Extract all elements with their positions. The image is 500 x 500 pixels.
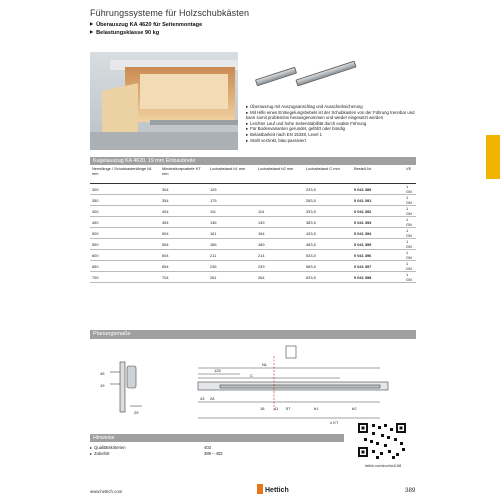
dim-label-b1: 18 bbox=[260, 406, 265, 411]
table-cell: 125 bbox=[208, 184, 256, 195]
table-cell: 1 GN bbox=[404, 184, 416, 195]
table-cell: 504 bbox=[160, 228, 208, 239]
top-view bbox=[198, 346, 388, 425]
table-cell: 533,5 bbox=[304, 250, 352, 261]
dim-label-nl: NL bbox=[262, 362, 268, 367]
qr-code[interactable] bbox=[354, 420, 410, 460]
table-cell: 450 bbox=[90, 217, 160, 228]
table-cell: 483,5 bbox=[304, 239, 352, 250]
hint-page: 403 bbox=[204, 445, 211, 450]
table-row bbox=[90, 228, 416, 239]
slides-product-image bbox=[250, 55, 360, 100]
order-number-cell: 0 041 394 bbox=[352, 228, 404, 239]
table-cell: 233,5 bbox=[304, 184, 352, 195]
table-row bbox=[90, 250, 416, 261]
table-cell: 164 bbox=[256, 228, 304, 239]
table-cell: 404 bbox=[160, 206, 208, 217]
product-photo bbox=[90, 52, 238, 150]
dim-label-side3: 25 bbox=[134, 410, 139, 415]
table-cell: 454 bbox=[160, 217, 208, 228]
table-cell: 239 bbox=[256, 261, 304, 272]
table-cell: 139 bbox=[256, 217, 304, 228]
order-number-cell: 0 041 396 bbox=[352, 250, 404, 261]
table-title: Kugelauszug KA 4620, 19 mm Einbaubreite bbox=[90, 157, 416, 165]
column-header: Lochabstand b1 mm bbox=[208, 167, 256, 184]
order-number-cell: 0 041 393 bbox=[352, 217, 404, 228]
dim-label-t1: 43 bbox=[200, 396, 205, 401]
table-cell: 189 bbox=[256, 239, 304, 250]
table-cell: 604 bbox=[160, 250, 208, 261]
table-body bbox=[90, 184, 416, 283]
table-cell: 111 bbox=[208, 206, 256, 217]
column-header: Lochabstand C mm bbox=[304, 167, 352, 184]
table-cell bbox=[256, 195, 304, 206]
hints-list bbox=[90, 445, 250, 457]
table-cell: 433,5 bbox=[304, 228, 352, 239]
table-cell: 350 bbox=[90, 195, 160, 206]
dim-label-b3: 57 bbox=[286, 406, 291, 411]
table-row bbox=[90, 206, 416, 217]
feature-list bbox=[246, 104, 424, 143]
table-row bbox=[90, 195, 416, 206]
order-number-cell: 0 041 391 bbox=[352, 195, 404, 206]
feature-item: ▸ Mit Hilfe eines Entriegelungshebels ist der Schubkasten von der Führung trennbar und kann somit problemlos herausgenommen und wieder eingesetzt werden bbox=[246, 110, 424, 121]
hint-label: ▸ Qualitätskriterien bbox=[90, 445, 126, 450]
product-subtitle: ▶ Überauszug KA 4620 für Seitenmontage bbox=[90, 21, 202, 28]
order-number-cell: 0 041 392 bbox=[352, 206, 404, 217]
table-cell: 1 GN bbox=[404, 217, 416, 228]
order-number-cell: 0 041 397 bbox=[352, 261, 404, 272]
hettich-logo bbox=[256, 483, 292, 495]
table-cell: 633,5 bbox=[304, 272, 352, 283]
table-cell: 704 bbox=[160, 272, 208, 283]
hint-page: 389 – 402 bbox=[204, 451, 223, 456]
dim-label-side2: 19 bbox=[100, 383, 105, 388]
feature-item: ▸ Für Bodenvarianten gerundet, gefälzt oder bündig bbox=[246, 126, 424, 132]
spec-table bbox=[90, 167, 416, 283]
table-cell: 600 bbox=[90, 250, 160, 261]
feature-item: ▸ Stahl verzinkt, blau passiviert bbox=[246, 138, 424, 144]
table-cell bbox=[256, 184, 304, 195]
hints-title: Hinweise bbox=[90, 434, 344, 442]
feature-item: ▸ Belastbarkeit nach EN 15338, Level 1 bbox=[246, 132, 424, 138]
feature-item: ▸ Leichter Lauf und hohe Seitenstabilität durch exakte Führung bbox=[246, 121, 424, 127]
page-number: 389 bbox=[405, 487, 416, 494]
table-cell: 304 bbox=[160, 184, 208, 195]
chapter-tab-marker bbox=[486, 135, 500, 179]
page-title: Führungssysteme für Holzschubkästen bbox=[90, 8, 250, 18]
column-header: VE bbox=[404, 167, 416, 184]
table-header-row bbox=[90, 167, 416, 184]
table-row bbox=[90, 239, 416, 250]
order-number-cell: 0 041 389 bbox=[352, 184, 404, 195]
table-cell: 554 bbox=[160, 239, 208, 250]
table-cell: 1 GN bbox=[404, 261, 416, 272]
table-cell: 175 bbox=[208, 195, 256, 206]
table-cell: 114 bbox=[256, 206, 304, 217]
dim-label-125: 125 bbox=[214, 368, 221, 373]
order-number-cell: 0 041 398 bbox=[352, 272, 404, 283]
table-cell: 1 GN bbox=[404, 272, 416, 283]
dim-label-kt: ≥ KT bbox=[330, 420, 339, 425]
table-cell: 550 bbox=[90, 239, 160, 250]
table-cell: 236 bbox=[208, 261, 256, 272]
table-row bbox=[90, 184, 416, 195]
table-cell: 186 bbox=[208, 239, 256, 250]
dimension-drawing bbox=[90, 342, 416, 428]
table-cell: 300 bbox=[90, 184, 160, 195]
table-cell: 654 bbox=[160, 261, 208, 272]
table-cell: 400 bbox=[90, 206, 160, 217]
qr-caption: hettich.com/short/ke41f48 bbox=[364, 464, 402, 468]
footer-url[interactable]: www.hettich.com bbox=[90, 489, 123, 494]
table-cell: 264 bbox=[256, 272, 304, 283]
table-row bbox=[90, 261, 416, 272]
table-cell: 383,5 bbox=[304, 217, 352, 228]
feature-item: ▸ Überauszug mit Auszugsanschlag und Ausschiebsicherung bbox=[246, 104, 424, 110]
table-cell: 500 bbox=[90, 228, 160, 239]
table-cell: 1 GN bbox=[404, 206, 416, 217]
table-cell: 1 GN bbox=[404, 228, 416, 239]
column-header: Nennlänge / Schubkastenlänge NL mm bbox=[90, 167, 160, 184]
dimensions-title: Planungsmaße bbox=[90, 330, 416, 339]
table-cell: 583,5 bbox=[304, 261, 352, 272]
table-cell: 650 bbox=[90, 261, 160, 272]
column-header: Bestell-Nr. bbox=[352, 167, 404, 184]
dim-label-c: C bbox=[250, 373, 253, 378]
dim-label-t2: 28 bbox=[210, 396, 215, 401]
table-cell: 211 bbox=[208, 250, 256, 261]
table-cell: 214 bbox=[256, 250, 304, 261]
table-cell: 354 bbox=[160, 195, 208, 206]
table-cell: 161 bbox=[208, 228, 256, 239]
dim-label-b4: b1 bbox=[314, 406, 319, 411]
dim-label-b2: 41 bbox=[274, 406, 279, 411]
logo-text: Hettich bbox=[265, 487, 289, 494]
table-cell: 1 GN bbox=[404, 250, 416, 261]
table-cell: 1 GN bbox=[404, 195, 416, 206]
column-header: Mindestkorpustiefe KT mm bbox=[160, 167, 208, 184]
table-cell: 261 bbox=[208, 272, 256, 283]
table-cell: 283,5 bbox=[304, 195, 352, 206]
table-cell: 700 bbox=[90, 272, 160, 283]
dim-label-b5: b2 bbox=[352, 406, 357, 411]
table-row bbox=[90, 217, 416, 228]
order-number-cell: 0 041 395 bbox=[352, 239, 404, 250]
hint-row bbox=[90, 451, 250, 457]
load-class-subtitle: ▶ Belastungsklasse 90 kg bbox=[90, 29, 159, 36]
table-cell: 333,5 bbox=[304, 206, 352, 217]
table-cell: 1 GN bbox=[404, 239, 416, 250]
side-view bbox=[100, 362, 142, 415]
table-cell: 136 bbox=[208, 217, 256, 228]
dim-label-side1: 45 bbox=[100, 371, 105, 376]
table-row bbox=[90, 272, 416, 283]
column-header: Lochabstand b2 mm bbox=[256, 167, 304, 184]
hint-label: ▸ Zubehör bbox=[90, 451, 110, 456]
